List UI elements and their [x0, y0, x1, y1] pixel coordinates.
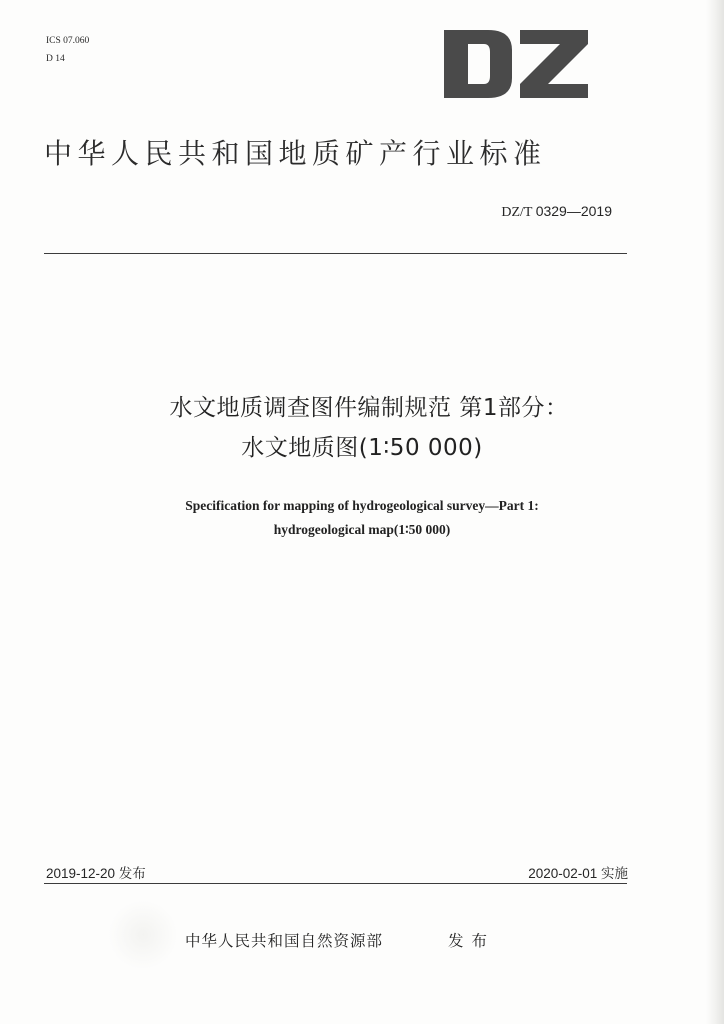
dz-logo — [444, 30, 588, 98]
faint-stamp-mark — [108, 900, 178, 970]
publish-label: 发布 — [448, 932, 496, 950]
publisher-name: 中华人民共和国自然资源部 — [185, 932, 384, 950]
logo-letter-z — [520, 30, 588, 98]
industry-standard-title: 中华人民共和国地质矿产行业标准 — [44, 137, 547, 170]
bottom-divider — [44, 883, 627, 884]
english-title-line-2: hydrogeological map(1∶50 000) — [273, 522, 451, 537]
english-title — [0, 494, 724, 542]
ics-code: ICS 07.060 — [46, 36, 90, 46]
dz-logo-graphic — [444, 30, 588, 98]
standard-number — [501, 203, 612, 221]
chinese-title-line-1: 水文地质调查图件编制规范 第1部分： — [169, 395, 569, 421]
english-title-line-1: Specification for mapping of hydrogeological survey—Part 1: — [185, 498, 539, 513]
ccs-code: D 14 — [46, 54, 65, 64]
issue-date: 2019-12-20 发布 — [46, 866, 146, 881]
implementation-date: 2020-02-01 实施 — [528, 866, 628, 881]
chinese-title-line-2: 水文地质图(1∶50 000) — [241, 435, 483, 461]
chinese-title — [0, 388, 724, 468]
top-divider — [44, 253, 627, 254]
standard-number-body: 0329—2019 — [535, 203, 612, 219]
classification-codes — [46, 32, 89, 68]
logo-letter-d — [444, 30, 512, 98]
standard-number-prefix: DZ/T — [501, 205, 533, 220]
